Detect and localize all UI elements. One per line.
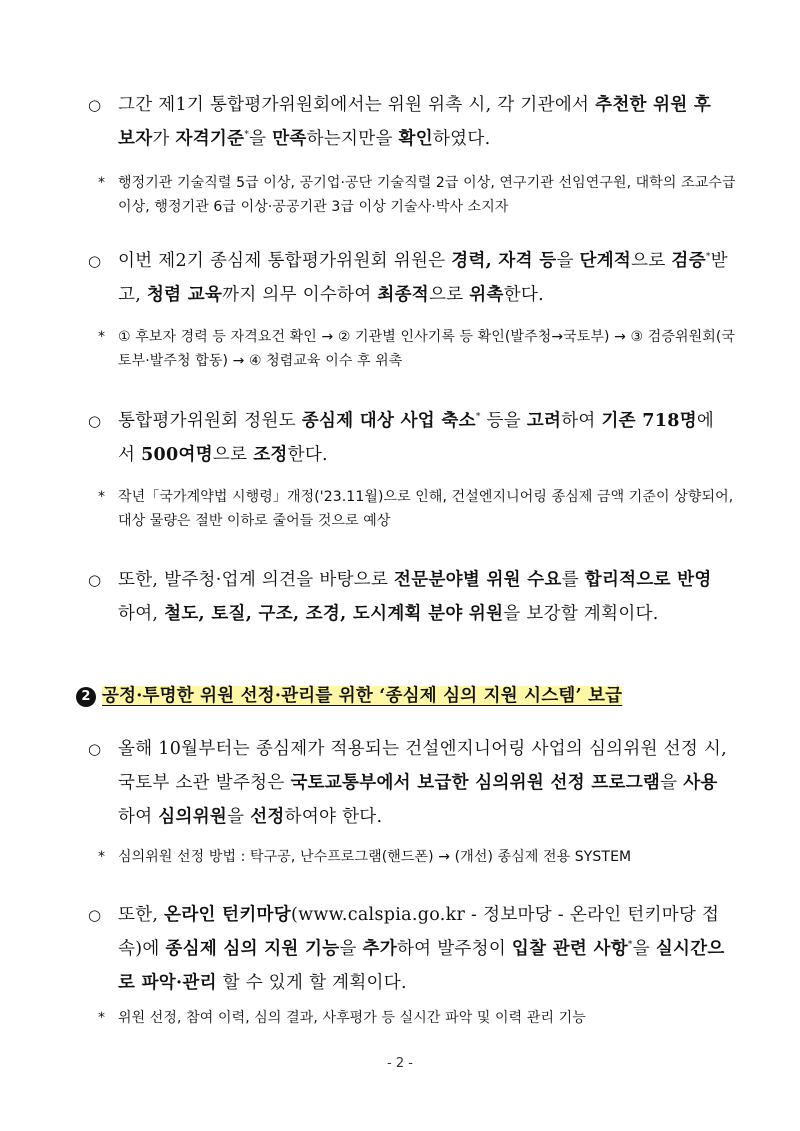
text: 한다. bbox=[287, 445, 328, 465]
note-5 bbox=[98, 845, 738, 869]
text: 을 bbox=[632, 939, 656, 959]
text: 또한, bbox=[118, 905, 165, 925]
text: 가 bbox=[152, 129, 176, 149]
note-3 bbox=[98, 485, 738, 533]
text: 하는지만을 bbox=[306, 129, 399, 149]
bold-text: 사용 bbox=[683, 773, 718, 793]
bold-text: 종심제 심의 지원 기능 bbox=[165, 939, 340, 959]
text: 을 보강할 계획이다. bbox=[503, 604, 659, 624]
text: 하여 bbox=[118, 807, 159, 827]
bold-text: 기존 718명 bbox=[601, 411, 697, 431]
bold-text: 고려 bbox=[526, 411, 562, 431]
paragraph-4 bbox=[88, 563, 728, 631]
bold-text: 선정 bbox=[250, 807, 285, 827]
text: 하였다. bbox=[432, 129, 491, 149]
bold-text: 경력, 자격 등 bbox=[451, 251, 557, 271]
asterisk-icon: * bbox=[98, 175, 106, 191]
text: 을 bbox=[556, 251, 580, 271]
bold-text: 조정 bbox=[253, 445, 288, 465]
section-heading-text: 공정·투명한 위원 선정·관리를 위한 ‘종심제 심의 지원 시스템’ 보급 bbox=[102, 686, 623, 706]
circle-bullet-icon: ○ bbox=[88, 412, 102, 430]
text: 올해 10월부터는 종심제가 적용되는 건설엔지니어링 사업의 심의위원 선정 시, 국토부 소관 발주청은 bbox=[118, 739, 727, 793]
bold-text: 청렴 교육 bbox=[146, 285, 223, 305]
text: 에서 bbox=[118, 411, 715, 465]
asterisk-icon: * bbox=[98, 1010, 106, 1026]
paragraph-3 bbox=[88, 404, 728, 472]
bold-text: 자격기준 bbox=[175, 129, 245, 149]
text: 으로 bbox=[631, 251, 672, 271]
text: 그간 제1기 통합평가위원회에서는 위원 위촉 시, 각 기관에서 bbox=[118, 95, 596, 115]
text: 하여 bbox=[561, 411, 602, 431]
paragraph-2 bbox=[88, 244, 728, 312]
note-text: 위원 선정, 참여 이력, 심의 결과, 사후평가 등 실시간 파악 및 이력 관리 기능 bbox=[118, 1010, 586, 1026]
bold-text: 만족 bbox=[272, 129, 307, 149]
text: 할 수 있게 할 계획이다. bbox=[216, 973, 407, 993]
text: 를 bbox=[561, 570, 585, 590]
text: 받고, bbox=[118, 251, 728, 305]
text: 으로 bbox=[429, 285, 470, 305]
footnote-mark: * bbox=[475, 412, 481, 422]
note-text: 작년「국가계약법 시행령」개정('23.11월)으로 인해, 건설엔지니어링 종심제 금액 기준이 상향되어, 대상 물량은 절반 이하로 줄어들 것으로 예상 bbox=[118, 489, 734, 529]
text: 이번 제2기 종심제 통합평가위원회 위원은 bbox=[118, 251, 452, 271]
circle-bullet-icon: ○ bbox=[88, 906, 102, 924]
note-2 bbox=[98, 325, 738, 373]
paragraph-5 bbox=[88, 732, 728, 834]
bold-text: 전문분야별 위원 수요 bbox=[394, 570, 562, 590]
section-heading bbox=[76, 683, 622, 709]
asterisk-icon: * bbox=[98, 849, 106, 865]
text: 을 bbox=[339, 939, 363, 959]
circle-bullet-icon: ○ bbox=[88, 252, 102, 270]
note-text: ① 후보자 경력 등 자격요건 확인 → ② 기관별 인사기록 등 확인(발주청→국토부) → ③ 검증위원회(국토부·발주청 합동) → ④ 청렴교육 이수 후 위촉 bbox=[118, 329, 736, 369]
text: 하여, bbox=[118, 604, 165, 624]
text: 한다. bbox=[503, 285, 544, 305]
number-circle-icon: 2 bbox=[76, 687, 96, 707]
note-text: 심의위원 선정 방법 : 탁구공, 난수프로그램(핸드폰) → (개선) 종심제 전용 SYSTEM bbox=[118, 849, 632, 865]
bold-text: 검증 bbox=[671, 251, 706, 271]
paragraph-6 bbox=[88, 898, 728, 1000]
text: 하여 발주청이 bbox=[396, 939, 512, 959]
text: 으로 bbox=[212, 445, 254, 465]
bold-text: 실시간으로 파악·관리 bbox=[118, 939, 725, 993]
note-text: 행정기관 기술직렬 5급 이상, 공기업·공단 기술직렬 2급 이상, 연구기관 선임연구원, 대학의 조교수급 이상, 행정기관 6급 이상·공공기관 3급 이상 기술사·박사 소지자 bbox=[118, 175, 736, 215]
circle-bullet-icon: ○ bbox=[88, 96, 102, 114]
text: (www.calspia.go.kr - 정보마당 - 온라인 턴키마당 접속)에 bbox=[118, 905, 720, 959]
bold-text: 온라인 턴키마당 bbox=[164, 905, 291, 925]
footnote-mark: * bbox=[244, 130, 250, 140]
bold-text: 종심제 대상 사업 축소 bbox=[301, 411, 476, 431]
text: 등을 bbox=[480, 411, 527, 431]
note-1 bbox=[98, 171, 738, 219]
bold-text: 최종적 bbox=[377, 285, 430, 305]
bold-text: 국토교통부에서 보급한 심의위원 선정 프로그램 bbox=[290, 773, 661, 793]
circle-bullet-icon: ○ bbox=[88, 740, 102, 758]
paragraph-1 bbox=[88, 88, 728, 156]
bold-text: 철도, 토질, 구조, 조경, 도시계획 분야 위원 bbox=[164, 604, 504, 624]
text: 하여야 한다. bbox=[284, 807, 383, 827]
asterisk-icon: * bbox=[98, 489, 106, 505]
text: 까지 의무 이수하여 bbox=[222, 285, 378, 305]
bold-text: 입찰 관련 사항 bbox=[511, 939, 628, 959]
note-6 bbox=[98, 1006, 738, 1030]
bold-text: 500여명 bbox=[141, 445, 213, 465]
bold-text: 추가 bbox=[362, 939, 397, 959]
page-number: - 2 - bbox=[387, 1056, 413, 1071]
text: 을 bbox=[249, 129, 273, 149]
text: 또한, 발주청·업계 의견을 바탕으로 bbox=[118, 570, 395, 590]
bold-text: 합리적으로 반영 bbox=[584, 570, 712, 590]
footnote-mark: * bbox=[627, 940, 633, 950]
text: 을 bbox=[227, 807, 251, 827]
bold-text: 추천한 위원 후보자 bbox=[118, 95, 712, 149]
footnote-mark: * bbox=[705, 252, 711, 262]
text: 을 bbox=[660, 773, 684, 793]
circle-bullet-icon: ○ bbox=[88, 571, 102, 589]
text: 통합평가위원회 정원도 bbox=[118, 411, 302, 431]
asterisk-icon: * bbox=[98, 329, 106, 345]
bold-text: 위촉 bbox=[469, 285, 504, 305]
bold-text: 심의위원 bbox=[158, 807, 228, 827]
bold-text: 단계적 bbox=[579, 251, 632, 271]
bold-text: 확인 bbox=[398, 129, 433, 149]
